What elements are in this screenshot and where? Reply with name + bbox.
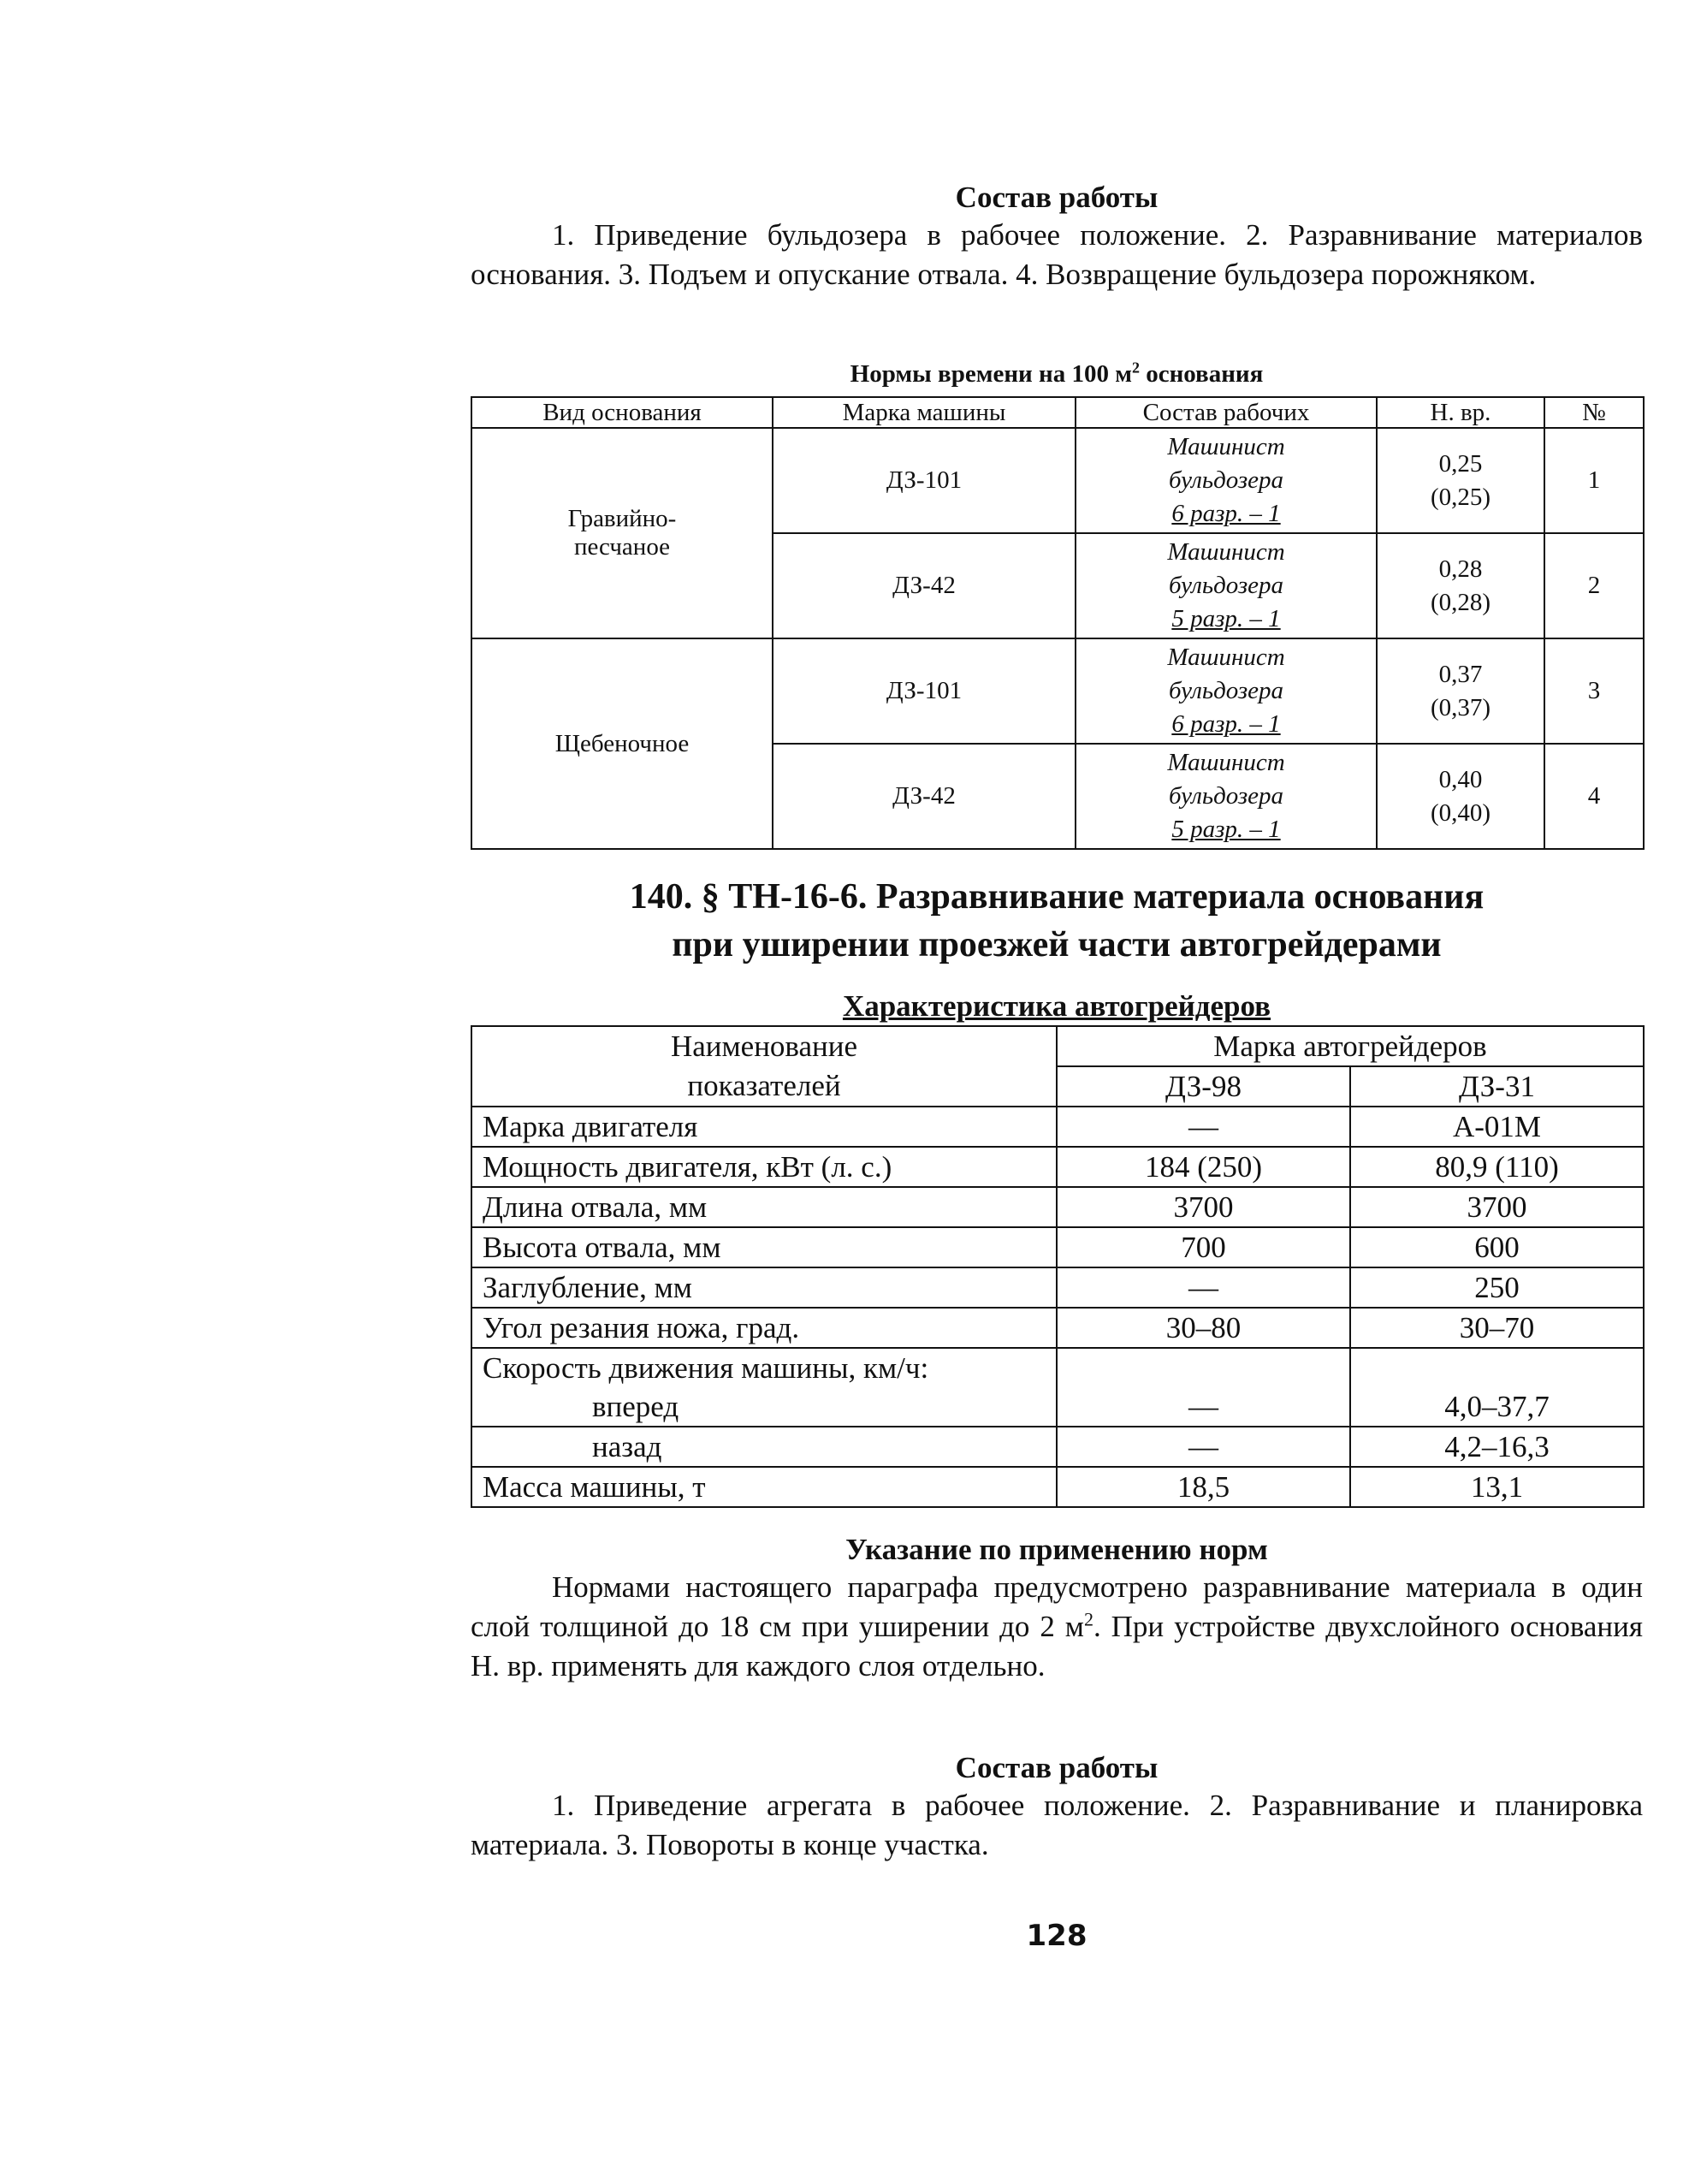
norms-caption-sup: 2 [1131, 359, 1140, 377]
hvr-value: 0,28 [1438, 555, 1483, 583]
hvr-paren-value: (0,40) [1430, 798, 1491, 827]
hvr-cell [1377, 428, 1544, 533]
crew-grade: 5 разр. – 1 [1171, 605, 1281, 632]
indicator-name: Масса машины, т [471, 1467, 1057, 1507]
table-row [471, 1348, 1644, 1387]
work-composition-block-1 [471, 180, 1643, 294]
value-dz31: 4,0–37,7 [1350, 1348, 1644, 1427]
value-dz31: 80,9 (110) [1350, 1147, 1644, 1187]
header-num: № [1544, 397, 1644, 428]
hvr-cell [1377, 744, 1544, 849]
indicator-name: Мощность двигателя, кВт (л. с.) [471, 1147, 1057, 1187]
crew-line: Машинист [1167, 749, 1285, 776]
value-dz98: 30–80 [1057, 1308, 1350, 1348]
work-composition-title-1: Состав работы [955, 181, 1159, 214]
section-title-line-2: при уширении проезжей части автогрейдерами [672, 925, 1442, 964]
crew-line: бульдозера [1168, 572, 1284, 599]
indicator-name: Угол резания ножа, град. [471, 1308, 1057, 1348]
value-dz98: — [1057, 1107, 1350, 1147]
machine-cell: ДЗ-42 [773, 533, 1076, 638]
table-row [471, 428, 1644, 533]
section-title [471, 873, 1643, 969]
speed-label: Скорость движения машины, км/ч: [471, 1348, 1057, 1387]
work-composition-text-1 [471, 216, 1643, 294]
crew-cell [1076, 533, 1377, 638]
page-number: 128 [1026, 1919, 1088, 1953]
value-dz31: 4,2–16,3 [1350, 1427, 1644, 1467]
hvr-paren-value: (0,28) [1430, 588, 1491, 616]
usage-note-block [471, 1532, 1643, 1686]
value-dz98: 184 (250) [1057, 1147, 1350, 1187]
row-number-cell: 2 [1544, 533, 1644, 638]
table-row [471, 1227, 1644, 1267]
header-indicator-name [471, 1026, 1057, 1107]
hvr-value: 0,40 [1438, 765, 1483, 793]
machine-cell: ДЗ-101 [773, 638, 1076, 744]
machine-cell: ДЗ-42 [773, 744, 1076, 849]
crew-grade: 6 разр. – 1 [1171, 500, 1281, 527]
grader-header-row-1 [471, 1026, 1644, 1066]
crew-grade: 6 разр. – 1 [1171, 710, 1281, 738]
hvr-value: 0,37 [1438, 660, 1483, 688]
usage-note-text-a: Нормами настоящего параграфа предусмотрено разравнивание материала в один слой толщиной до 18 см при уширении до 2 м [471, 1570, 1643, 1643]
header-col-dz31: ДЗ-31 [1350, 1066, 1644, 1107]
value-dz31: 600 [1350, 1227, 1644, 1267]
value-dz98: 3700 [1057, 1187, 1350, 1227]
indicator-name: Длина отвала, мм [471, 1187, 1057, 1227]
value-dz31: 30–70 [1350, 1308, 1644, 1348]
indicator-name: Заглубление, мм [471, 1267, 1057, 1308]
norms-caption-main: Нормы времени на 100 м [850, 360, 1132, 388]
crew-line: Машинист [1167, 433, 1285, 460]
crew-line: бульдозера [1168, 466, 1284, 494]
hvr-paren-value: (0,37) [1430, 693, 1491, 721]
header-hvr: Н. вр. [1377, 397, 1544, 428]
norms-table [471, 396, 1645, 850]
indicator-name: назад [471, 1427, 1057, 1467]
work-composition-text-2 [471, 1786, 1643, 1865]
crew-line: Машинист [1167, 538, 1285, 566]
header-base-type: Вид основания [471, 397, 773, 428]
work-composition-block-2 [471, 1750, 1643, 1865]
base-type-cell: Гравийно-песчаное [471, 428, 773, 638]
machine-cell: ДЗ-101 [773, 428, 1076, 533]
value-dz31: 250 [1350, 1267, 1644, 1308]
table-row [471, 1187, 1644, 1227]
table-row [471, 1467, 1644, 1507]
header-indicator-line-1: Наименование [670, 1030, 858, 1063]
table-row [471, 1267, 1644, 1308]
value-dz98: 700 [1057, 1227, 1350, 1267]
usage-note-text [471, 1568, 1643, 1686]
value-dz31: 3700 [1350, 1187, 1644, 1227]
header-crew: Состав рабочих [1076, 397, 1377, 428]
hvr-cell [1377, 533, 1544, 638]
hvr-value: 0,25 [1438, 449, 1483, 478]
norms-header-row [471, 397, 1644, 428]
row-number-cell: 4 [1544, 744, 1644, 849]
crew-line: бульдозера [1168, 677, 1284, 704]
norms-caption-tail: основания [1139, 360, 1264, 388]
value-dz98: 18,5 [1057, 1467, 1350, 1507]
grader-table [471, 1025, 1645, 1508]
crew-grade: 5 разр. – 1 [1171, 816, 1281, 843]
grader-table-caption: Характеристика автогрейдеров [842, 989, 1271, 1023]
table-row [471, 1427, 1644, 1467]
crew-cell [1076, 744, 1377, 849]
table-row [471, 1308, 1644, 1348]
row-number-cell: 1 [1544, 428, 1644, 533]
norms-table-caption [471, 357, 1643, 391]
value-dz98: — [1057, 1267, 1350, 1308]
work-composition-title-2: Состав работы [955, 1751, 1159, 1784]
hvr-paren-value: (0,25) [1430, 483, 1491, 511]
hvr-cell [1377, 638, 1544, 744]
indicator-name: Марка двигателя [471, 1107, 1057, 1147]
header-indicator-line-2: показателей [687, 1069, 841, 1102]
crew-line: бульдозера [1168, 782, 1284, 810]
value-dz31: А-01М [1350, 1107, 1644, 1147]
header-machine: Марка машины [773, 397, 1076, 428]
table-row [471, 1147, 1644, 1187]
usage-note-text-b: . При устройстве двухслойного основания Н. вр. применять для каждого слоя отдельно. [471, 1610, 1643, 1683]
indicator-name: Высота отвала, мм [471, 1227, 1057, 1267]
usage-note-title: Указание по применению норм [845, 1533, 1268, 1566]
indicator-name: вперед [471, 1387, 1057, 1427]
value-dz98: — [1057, 1427, 1350, 1467]
section-title-line-1: 140. § ТН-16-6. Разравнивание материала основания [629, 877, 1485, 917]
crew-cell [1076, 428, 1377, 533]
crew-line: Машинист [1167, 644, 1285, 671]
table-row [471, 1107, 1644, 1147]
base-type-cell: Щебеночное [471, 638, 773, 849]
header-grader-brand: Марка автогрейдеров [1057, 1026, 1644, 1066]
value-dz98: — [1057, 1348, 1350, 1427]
work-composition-text-1-content: 1. Приведение бульдозера в рабочее положение. 2. Разравнивание материалов основания. 3. Подъем и опускание отвала. 4. Возвращение бульдозера порожняком. [471, 218, 1643, 291]
crew-cell [1076, 638, 1377, 744]
value-dz31: 13,1 [1350, 1467, 1644, 1507]
row-number-cell: 3 [1544, 638, 1644, 744]
work-composition-text-2-content: 1. Приведение агрегата в рабочее положение. 2. Разравнивание и планировка материала. 3. Повороты в конце участка. [471, 1789, 1643, 1861]
header-col-dz98: ДЗ-98 [1057, 1066, 1350, 1107]
table-row [471, 638, 1644, 744]
usage-note-sup: 2 [1083, 1608, 1093, 1630]
